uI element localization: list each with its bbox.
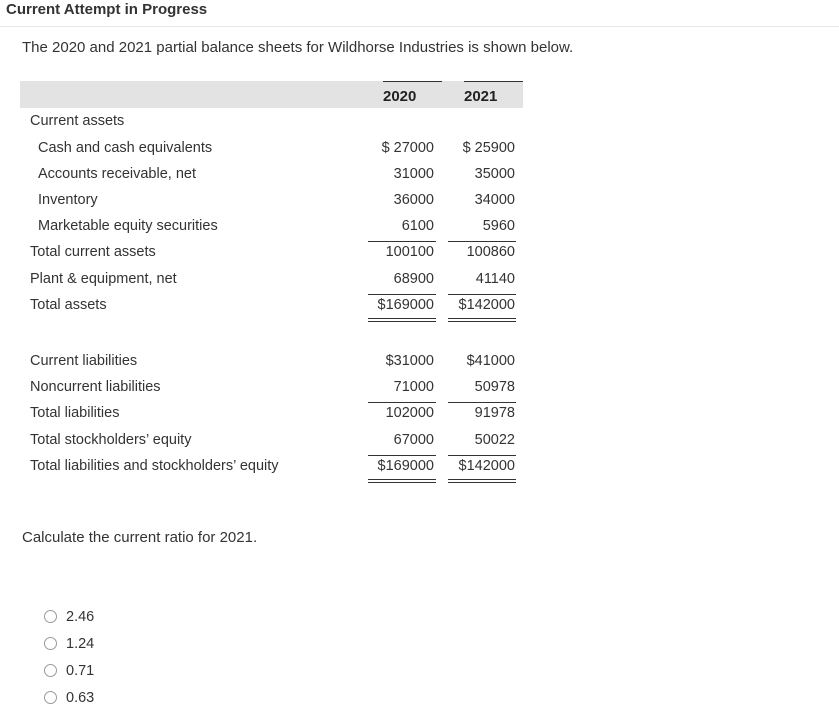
table-row (20, 429, 523, 453)
table-row (20, 455, 523, 479)
row-label: Plant & equipment, net (30, 271, 177, 287)
total-double-rule (368, 318, 436, 322)
answer-option[interactable] (44, 657, 94, 684)
subtotal-rule (368, 294, 436, 295)
value-2020: $ 27000 (381, 140, 434, 156)
value-2021: $142000 (458, 458, 515, 474)
subtotal-rule (448, 241, 516, 242)
radio-button[interactable] (44, 691, 57, 704)
row-label: Total liabilities (30, 405, 120, 421)
value-2021: $ 25900 (462, 140, 515, 156)
row-label: Total stockholders’ equity (30, 432, 192, 448)
value-2021: $142000 (458, 297, 515, 313)
table-row (20, 110, 523, 134)
value-2020: 71000 (393, 379, 434, 395)
row-label: Total liabilities and stockholders’ equity (30, 458, 279, 474)
answer-option[interactable] (44, 630, 94, 657)
row-label: Current liabilities (30, 353, 138, 369)
value-2020: $169000 (377, 458, 434, 474)
value-2020: 6100 (401, 218, 434, 234)
value-2021: $41000 (466, 353, 515, 369)
row-label: Noncurrent liabilities (30, 379, 161, 395)
question-intro: The 2020 and 2021 partial balance sheets for Wildhorse Industries is shown below. (22, 39, 574, 56)
table-row (20, 137, 523, 161)
row-label: Marketable equity securities (38, 218, 218, 234)
table-row (20, 402, 523, 426)
answer-option-label[interactable]: 0.71 (66, 662, 95, 679)
balance-sheet-table (20, 81, 523, 481)
value-2020: 100100 (385, 244, 434, 260)
answer-option-label[interactable]: 1.24 (66, 635, 95, 652)
radio-button[interactable] (44, 637, 57, 650)
subtotal-rule (368, 241, 436, 242)
attempt-header (0, 0, 839, 27)
value-2020: 67000 (393, 432, 434, 448)
value-2020: $169000 (377, 297, 434, 313)
value-2021: 91978 (474, 405, 515, 421)
row-label: Accounts receivable, net (38, 166, 196, 182)
subtotal-rule (368, 455, 436, 456)
table-row (20, 294, 523, 318)
table-row (20, 376, 523, 400)
value-2021: 41140 (475, 271, 515, 287)
answer-options (44, 603, 94, 711)
subtotal-rule (448, 402, 516, 403)
value-2020: 68900 (393, 271, 434, 287)
value-2021: 5960 (482, 218, 515, 234)
total-double-rule (448, 318, 516, 322)
column-rule-2020 (383, 81, 442, 82)
total-double-rule (448, 479, 516, 483)
table-row (20, 350, 523, 374)
row-label: Inventory (38, 192, 98, 208)
column-rule-2021 (464, 81, 523, 82)
value-2020: 31000 (393, 166, 434, 182)
table-row (20, 163, 523, 187)
value-2021: 34000 (474, 192, 515, 208)
value-2020: $31000 (385, 353, 434, 369)
subtotal-rule (448, 455, 516, 456)
total-double-rule (368, 479, 436, 483)
radio-button[interactable] (44, 610, 57, 623)
table-row (20, 268, 523, 292)
row-label: Total current assets (30, 244, 156, 260)
value-2021: 50022 (474, 432, 515, 448)
value-2021: 35000 (474, 166, 515, 182)
answer-option-label[interactable]: 2.46 (66, 608, 95, 625)
value-2020: 102000 (385, 405, 434, 421)
table-row (20, 215, 523, 239)
answer-option[interactable] (44, 603, 94, 630)
row-label: Total assets (30, 297, 107, 313)
subtotal-rule (368, 402, 436, 403)
radio-button[interactable] (44, 664, 57, 677)
table-header (20, 81, 523, 108)
value-2021: 100860 (466, 244, 515, 260)
attempt-title: Current Attempt in Progress (6, 1, 208, 18)
row-label: Cash and cash equivalents (38, 140, 213, 156)
answer-option[interactable] (44, 684, 94, 711)
answer-option-label[interactable]: 0.63 (66, 689, 95, 706)
row-label: Current assets (30, 113, 125, 129)
column-header-2020: 2020 (383, 88, 417, 105)
question-prompt: Calculate the current ratio for 2021. (22, 529, 258, 546)
value-2020: 36000 (393, 192, 434, 208)
subtotal-rule (448, 294, 516, 295)
table-row (20, 241, 523, 265)
column-header-2021: 2021 (464, 88, 498, 105)
value-2021: 50978 (474, 379, 515, 395)
table-row (20, 189, 523, 213)
